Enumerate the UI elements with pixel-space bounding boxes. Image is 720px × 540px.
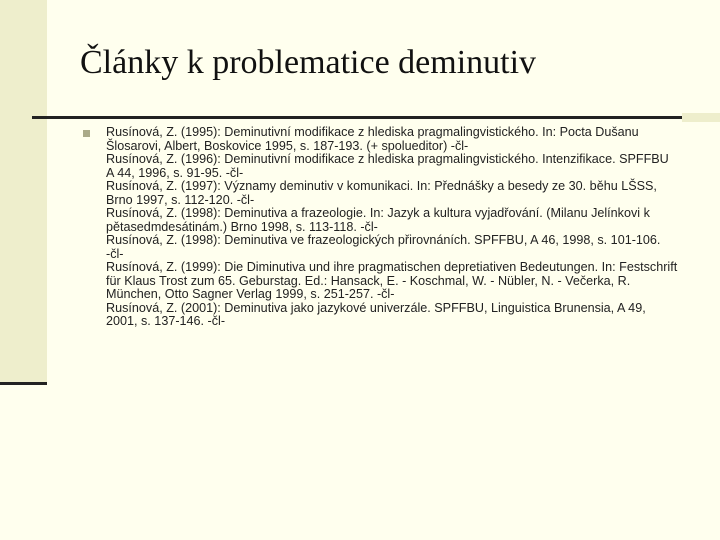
- bibliography-entry: Rusínová, Z. (1995): Deminutivní modifikace z hlediska pragmalingvistického. In: Pocta Dušanu Šlosarovi, Albert, Boskovice 1995, s. 187-193. (+ spolueditor) -čl-: [106, 125, 639, 153]
- bibliography-entry: Rusínová, Z. (2001): Deminutiva jako jazykové univerzále. SPFFBU, Linguistica Brunensia, A 49, 2001, s. 137-146. -čl-: [106, 300, 646, 328]
- bibliography-list: [106, 126, 678, 329]
- bibliography-entry: Rusínová, Z. (1998): Deminutiva a frazeologie. In: Jazyk a kultura vyjadřování. (Milanu Jelínkovi k pětasedmdesátinám.) Brno 1998, s. 113-118. -čl-: [106, 206, 650, 234]
- bibliography-entry: Rusínová, Z. (1999): Die Diminutiva und ihre pragmatischen depretiativen Bedeutungen. In: Festschrift für Klaus Trost zum 65. Geburstag. Ed.: Hansack, E. - Koschmal, W. - Nübler, N. - Večerka, R. München, Otto Sagner Verlag 1999, s. 251-257. -čl-: [106, 260, 678, 301]
- bullet-square-icon: [83, 130, 90, 137]
- left-decorative-band: [0, 0, 47, 382]
- left-band-underline: [0, 382, 47, 385]
- title-divider: [32, 116, 682, 119]
- divider-accent-band: [682, 113, 720, 122]
- bibliography-entry: Rusínová, Z. (1997): Významy deminutiv v komunikaci. In: Přednášky a besedy ze 30. běhu LŠSS, Brno 1997, s. 112-120. -čl-: [106, 179, 657, 207]
- slide-title: Články k problematice deminutiv: [80, 44, 537, 81]
- bibliography-entry: Rusínová, Z. (1996): Deminutivní modifikace z hlediska pragmalingvistického. Intenzifikace. SPFFBU A 44, 1996, s. 91-95. -čl-: [106, 152, 669, 180]
- bibliography-entry: Rusínová, Z. (1998): Deminutiva ve frazeologických přirovnáních. SPFFBU, A 46, 1998, s. 101-106. -čl-: [106, 233, 661, 261]
